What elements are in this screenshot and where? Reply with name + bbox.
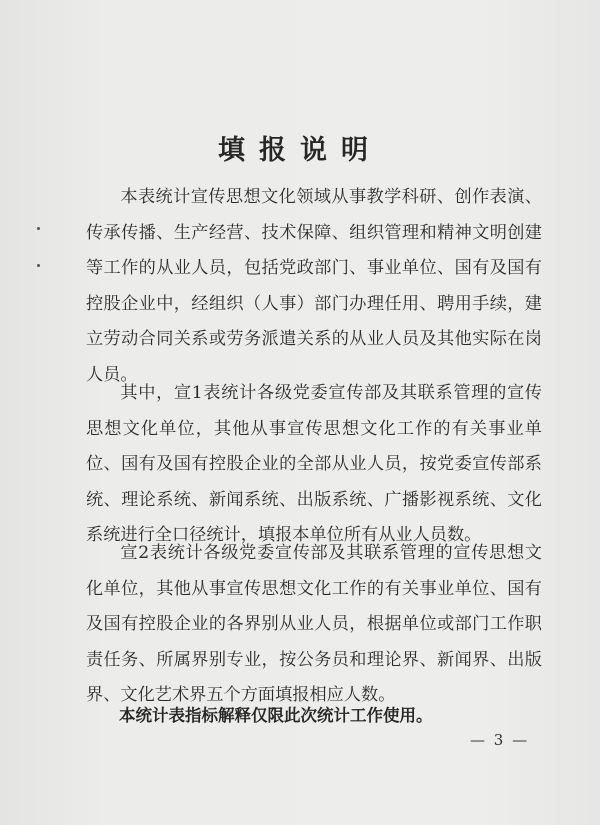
scan-speck xyxy=(37,264,40,267)
page-number: — 3 — xyxy=(470,731,530,749)
paragraph-scope: 本表统计宣传思想文化领域从事教学科研、创作表演、传承传播、生产经营、技术保障、组织管理和精神文明创建等工作的从业人员，包括党政部门、事业单位、国有及国有控股企业中，经组织（人事）部门办理任用、聘用手续，建立劳动合同关系或劳务派遣关系的从业人员及其他实际在岗人员。 xyxy=(86,187,542,385)
paragraph-table-1: 其中，宣1表统计各级党委宣传部及其联系管理的宣传思想文化单位，其他从事宣传思想文化工作的有关事业单位、国有及国有控股企业的全部从业人员，按党委宣传部系统、理论系统、新闻系统、出版系统、广播影视系统、文化系统进行全口径统计，填报本单位所有从业人员数。 xyxy=(86,383,542,545)
paragraph-table-2: 宣2表统计各级党委宣传部及其联系管理的宣传思想文化单位，其他从事宣传思想文化工作的有关事业单位、国有及国有控股企业的各界别从业人员，根据单位或部门工作职责任务、所属界别专业，按公务员和理论界、新闻界、出版界、文化艺术界五个方面填报相应人数。 xyxy=(86,543,542,705)
page-title: 填报说明 xyxy=(218,135,382,166)
scan-speck xyxy=(37,227,40,230)
usage-note: 本统计表指标解释仅限此次统计工作使用。 xyxy=(119,706,433,725)
